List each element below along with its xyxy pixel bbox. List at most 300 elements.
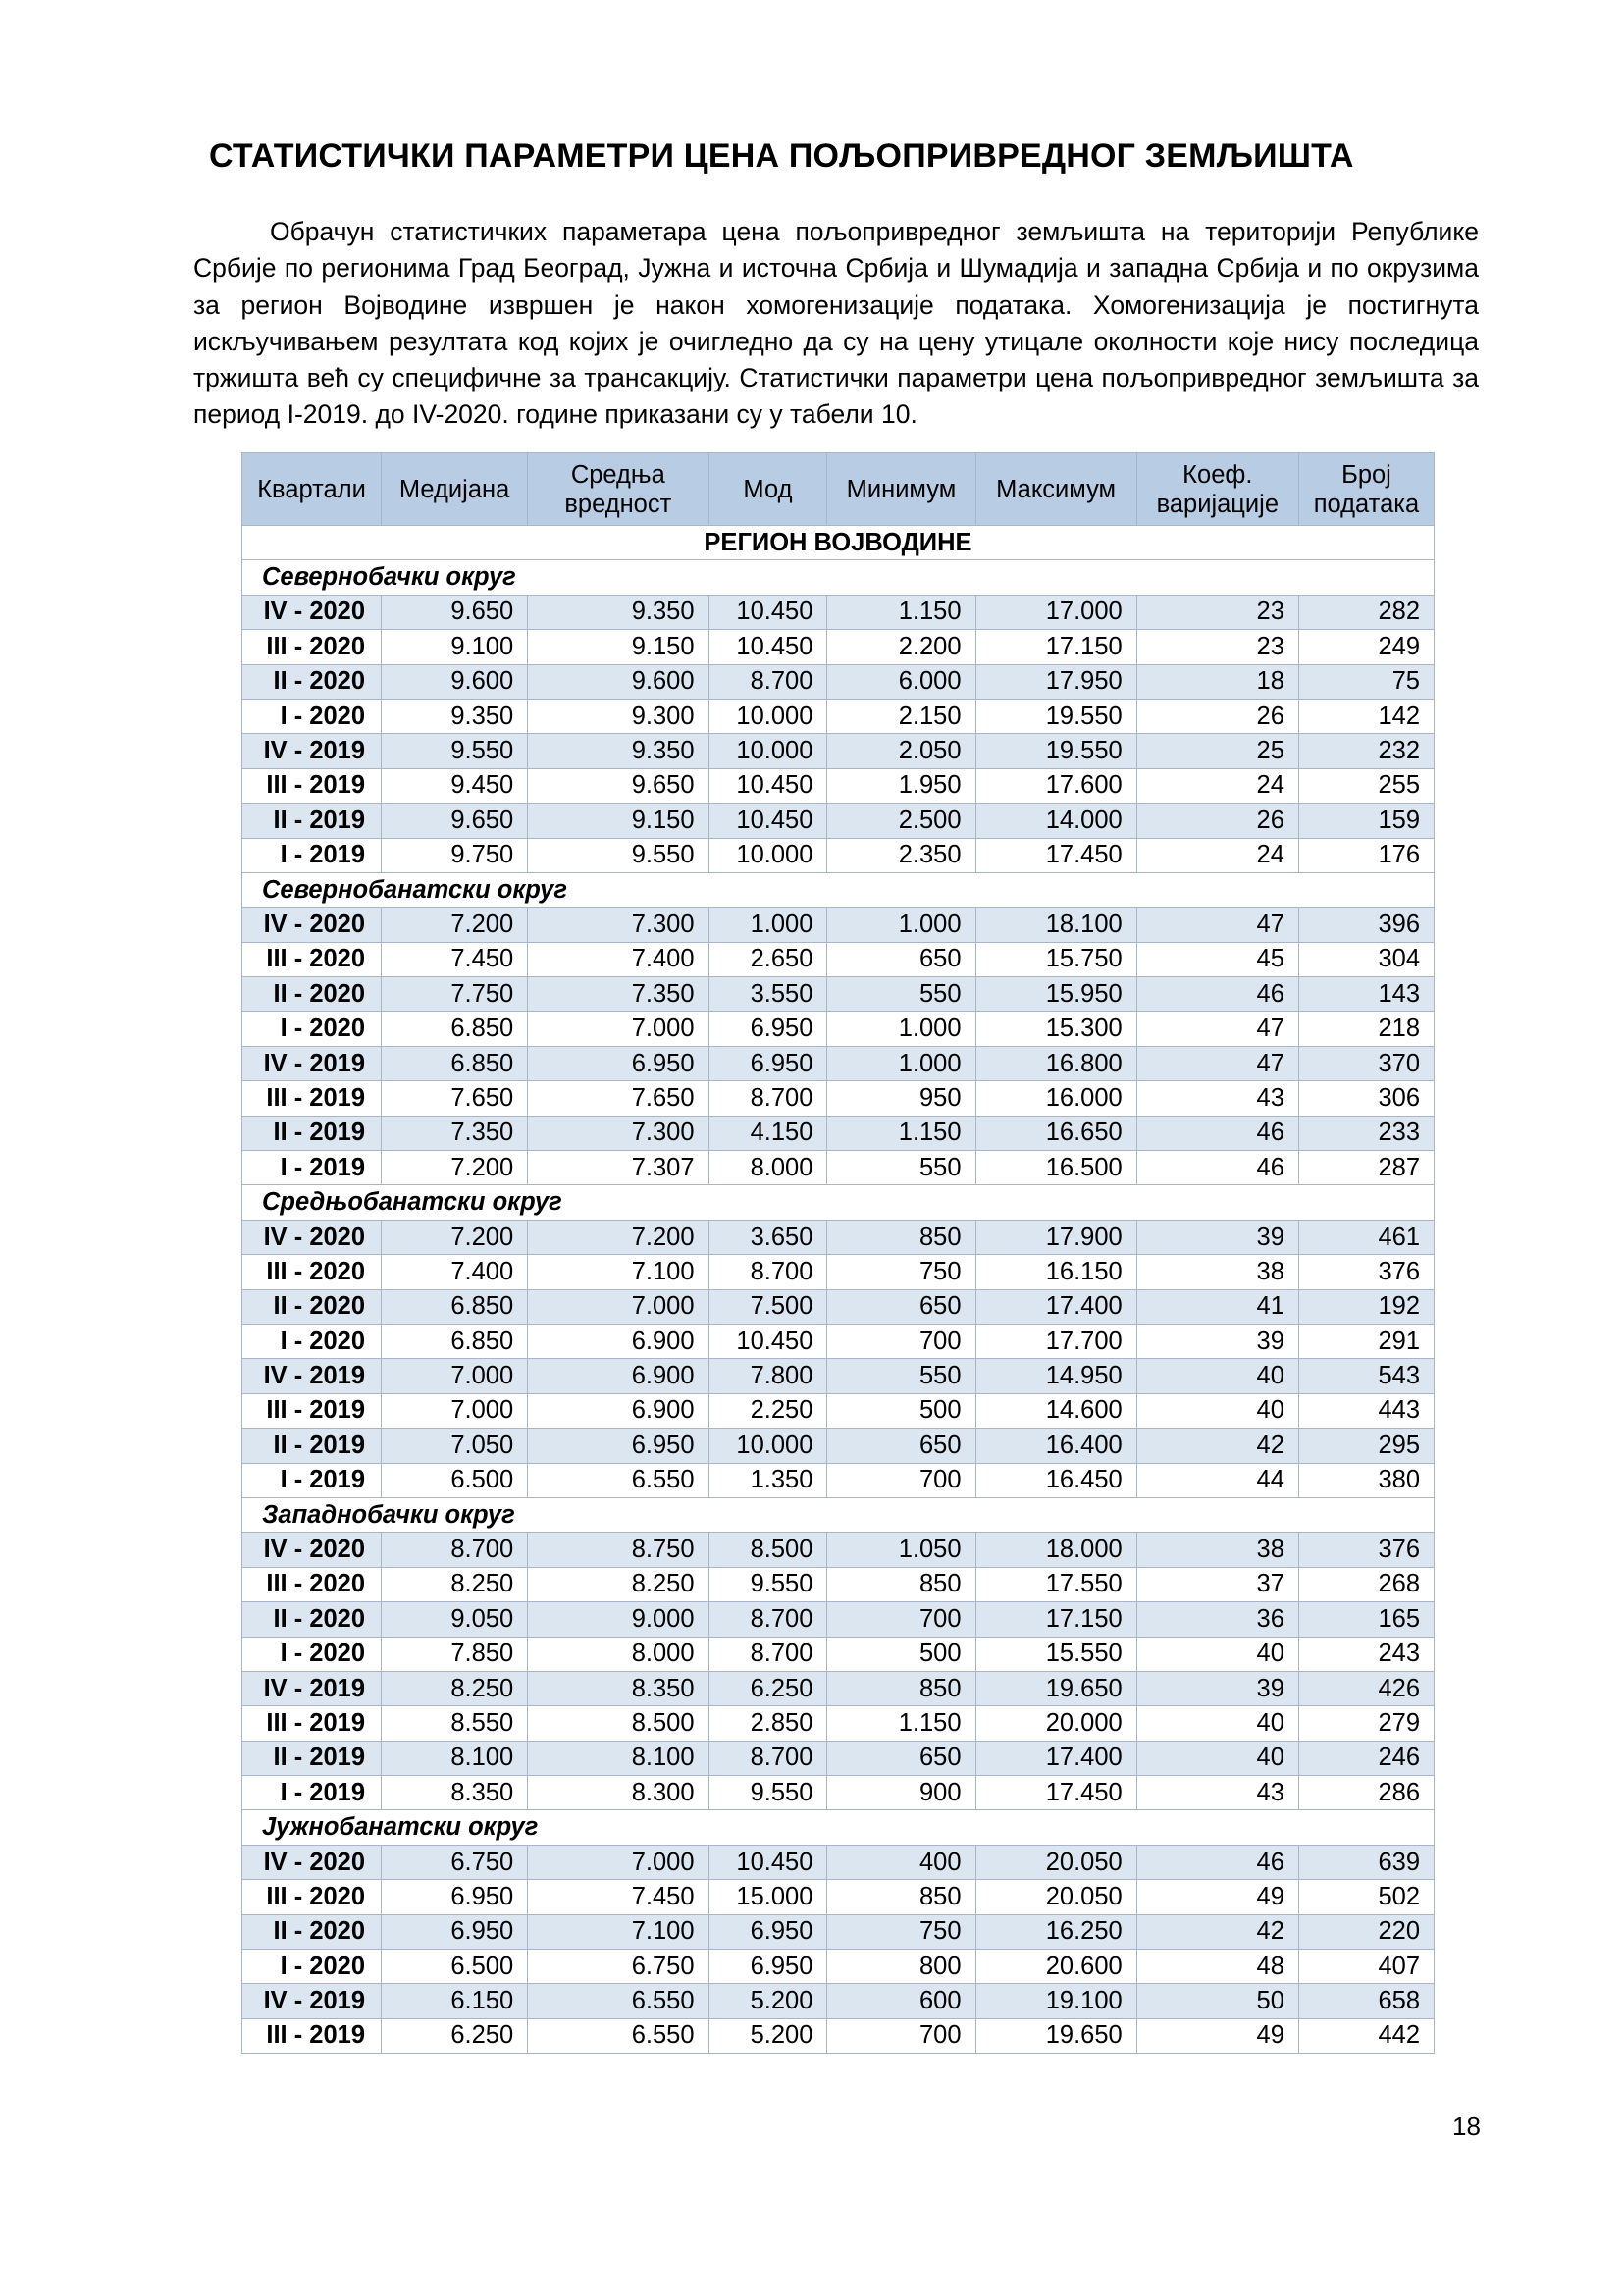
- minimum-cell: 850: [827, 1671, 975, 1705]
- coef-variation-cell: 24: [1136, 768, 1298, 803]
- quarter-cell: II - 2019: [242, 1741, 382, 1775]
- maximum-cell: 17.150: [975, 630, 1136, 664]
- maximum-cell: 17.400: [975, 1289, 1136, 1324]
- median-cell: 7.650: [382, 1081, 528, 1116]
- quarter-cell: III - 2020: [242, 1255, 382, 1289]
- table-row: [242, 804, 1435, 838]
- maximum-cell: 17.150: [975, 1602, 1136, 1637]
- mean-cell: 8.500: [528, 1706, 708, 1741]
- minimum-cell: 550: [827, 977, 975, 1012]
- mode-cell: 9.550: [708, 1567, 827, 1601]
- coef-variation-cell: 37: [1136, 1567, 1298, 1601]
- quarter-cell: II - 2019: [242, 804, 382, 838]
- col-header-count: Број података: [1298, 453, 1434, 526]
- maximum-cell: 15.550: [975, 1637, 1136, 1671]
- district-name: Средњобанатски округ: [242, 1185, 1435, 1220]
- table-row: [242, 1637, 1435, 1671]
- table-row: [242, 942, 1435, 976]
- table-row: [242, 977, 1435, 1012]
- coef-variation-cell: 46: [1136, 1845, 1298, 1879]
- count-cell: 380: [1298, 1463, 1434, 1497]
- table-row: [242, 1776, 1435, 1810]
- mean-cell: 6.550: [528, 1984, 708, 2018]
- district-row: [242, 1810, 1435, 1845]
- quarter-cell: II - 2020: [242, 1914, 382, 1949]
- table-row: [242, 1671, 1435, 1705]
- count-cell: 306: [1298, 1081, 1434, 1116]
- quarter-cell: IV - 2020: [242, 908, 382, 942]
- table-row: [242, 1602, 1435, 1637]
- median-cell: 6.150: [382, 1984, 528, 2018]
- median-cell: 7.000: [382, 1393, 528, 1428]
- maximum-cell: 20.000: [975, 1706, 1136, 1741]
- coef-variation-cell: 43: [1136, 1081, 1298, 1116]
- coef-variation-cell: 40: [1136, 1637, 1298, 1671]
- region-row: [242, 526, 1435, 560]
- maximum-cell: 19.650: [975, 1671, 1136, 1705]
- maximum-cell: 18.100: [975, 908, 1136, 942]
- count-cell: 426: [1298, 1671, 1434, 1705]
- mean-cell: 9.350: [528, 734, 708, 768]
- table-row: [242, 838, 1435, 872]
- mean-cell: 8.750: [528, 1533, 708, 1567]
- mode-cell: 5.200: [708, 2018, 827, 2053]
- mean-cell: 7.307: [528, 1151, 708, 1185]
- minimum-cell: 1.150: [827, 595, 975, 629]
- minimum-cell: 2.200: [827, 630, 975, 664]
- mean-cell: 6.900: [528, 1359, 708, 1393]
- mean-cell: 7.650: [528, 1081, 708, 1116]
- median-cell: 9.050: [382, 1602, 528, 1637]
- minimum-cell: 1.950: [827, 768, 975, 803]
- col-header-coef-variation: Коеф. варијације: [1136, 453, 1298, 526]
- mean-cell: 8.250: [528, 1567, 708, 1601]
- col-header-mode: Мод: [708, 453, 827, 526]
- table-row: [242, 768, 1435, 803]
- col-header-median: Медијана: [382, 453, 528, 526]
- count-cell: 396: [1298, 908, 1434, 942]
- median-cell: 8.700: [382, 1533, 528, 1567]
- minimum-cell: 700: [827, 1463, 975, 1497]
- maximum-cell: 17.450: [975, 838, 1136, 872]
- median-cell: 6.250: [382, 2018, 528, 2053]
- quarter-cell: III - 2020: [242, 942, 382, 976]
- quarter-cell: IV - 2019: [242, 1046, 382, 1080]
- coef-variation-cell: 49: [1136, 1880, 1298, 1914]
- table-row: [242, 734, 1435, 768]
- col-header-minimum: Минимум: [827, 453, 975, 526]
- coef-variation-cell: 25: [1136, 734, 1298, 768]
- maximum-cell: 17.000: [975, 595, 1136, 629]
- quarter-cell: III - 2020: [242, 1567, 382, 1601]
- table-row: [242, 1741, 1435, 1775]
- quarter-cell: III - 2020: [242, 1880, 382, 1914]
- mode-cell: 8.500: [708, 1533, 827, 1567]
- quarter-cell: IV - 2019: [242, 734, 382, 768]
- median-cell: 9.750: [382, 838, 528, 872]
- minimum-cell: 2.350: [827, 838, 975, 872]
- mean-cell: 7.300: [528, 908, 708, 942]
- coef-variation-cell: 47: [1136, 1012, 1298, 1046]
- district-name: Севернобанатски округ: [242, 872, 1435, 907]
- count-cell: 75: [1298, 664, 1434, 699]
- mean-cell: 9.150: [528, 804, 708, 838]
- median-cell: 6.950: [382, 1914, 528, 1949]
- count-cell: 543: [1298, 1359, 1434, 1393]
- minimum-cell: 750: [827, 1255, 975, 1289]
- col-header-quarters: Квартали: [242, 453, 382, 526]
- count-cell: 376: [1298, 1255, 1434, 1289]
- table-row: [242, 699, 1435, 733]
- minimum-cell: 550: [827, 1359, 975, 1393]
- quarter-cell: III - 2019: [242, 768, 382, 803]
- coef-variation-cell: 44: [1136, 1463, 1298, 1497]
- count-cell: 218: [1298, 1012, 1434, 1046]
- quarter-cell: II - 2020: [242, 664, 382, 699]
- mode-cell: 3.650: [708, 1220, 827, 1254]
- count-cell: 291: [1298, 1324, 1434, 1358]
- quarter-cell: IV - 2020: [242, 1845, 382, 1879]
- maximum-cell: 16.500: [975, 1151, 1136, 1185]
- mode-cell: 5.200: [708, 1984, 827, 2018]
- mean-cell: 6.550: [528, 1463, 708, 1497]
- mode-cell: 4.150: [708, 1116, 827, 1150]
- count-cell: 165: [1298, 1602, 1434, 1637]
- quarter-cell: II - 2019: [242, 1429, 382, 1463]
- mode-cell: 10.000: [708, 699, 827, 733]
- mode-cell: 1.000: [708, 908, 827, 942]
- median-cell: 7.200: [382, 1220, 528, 1254]
- minimum-cell: 900: [827, 1776, 975, 1810]
- quarter-cell: II - 2020: [242, 1289, 382, 1324]
- mean-cell: 7.000: [528, 1845, 708, 1879]
- median-cell: 9.100: [382, 630, 528, 664]
- mode-cell: 1.350: [708, 1463, 827, 1497]
- table-row: [242, 1914, 1435, 1949]
- minimum-cell: 500: [827, 1637, 975, 1671]
- maximum-cell: 17.950: [975, 664, 1136, 699]
- maximum-cell: 16.650: [975, 1116, 1136, 1150]
- table-row: [242, 1567, 1435, 1601]
- mode-cell: 6.250: [708, 1671, 827, 1705]
- coef-variation-cell: 40: [1136, 1359, 1298, 1393]
- table-row: [242, 1220, 1435, 1254]
- coef-variation-cell: 26: [1136, 699, 1298, 733]
- minimum-cell: 850: [827, 1567, 975, 1601]
- median-cell: 7.200: [382, 908, 528, 942]
- maximum-cell: 17.400: [975, 1741, 1136, 1775]
- mean-cell: 8.350: [528, 1671, 708, 1705]
- coef-variation-cell: 50: [1136, 1984, 1298, 2018]
- quarter-cell: III - 2019: [242, 1706, 382, 1741]
- minimum-cell: 1.000: [827, 1046, 975, 1080]
- count-cell: 304: [1298, 942, 1434, 976]
- table-row: [242, 1463, 1435, 1497]
- count-cell: 255: [1298, 768, 1434, 803]
- quarter-cell: III - 2019: [242, 1081, 382, 1116]
- col-header-maximum: Максимум: [975, 453, 1136, 526]
- mode-cell: 10.000: [708, 1429, 827, 1463]
- count-cell: 279: [1298, 1706, 1434, 1741]
- median-cell: 7.850: [382, 1637, 528, 1671]
- median-cell: 9.550: [382, 734, 528, 768]
- mode-cell: 9.550: [708, 1776, 827, 1810]
- mode-cell: 10.000: [708, 734, 827, 768]
- table-row: [242, 1081, 1435, 1116]
- mode-cell: 8.700: [708, 1741, 827, 1775]
- region-label: РЕГИОН ВОЈВОДИНЕ: [242, 526, 1435, 560]
- quarter-cell: IV - 2020: [242, 595, 382, 629]
- minimum-cell: 1.000: [827, 1012, 975, 1046]
- quarter-cell: I - 2019: [242, 1463, 382, 1497]
- minimum-cell: 2.150: [827, 699, 975, 733]
- minimum-cell: 400: [827, 1845, 975, 1879]
- quarter-cell: I - 2019: [242, 838, 382, 872]
- median-cell: 7.400: [382, 1255, 528, 1289]
- minimum-cell: 1.150: [827, 1706, 975, 1741]
- coef-variation-cell: 48: [1136, 1950, 1298, 1984]
- median-cell: 7.050: [382, 1429, 528, 1463]
- mean-cell: 7.100: [528, 1914, 708, 1949]
- mode-cell: 15.000: [708, 1880, 827, 1914]
- mean-cell: 6.750: [528, 1950, 708, 1984]
- mean-cell: 7.100: [528, 1255, 708, 1289]
- median-cell: 6.500: [382, 1463, 528, 1497]
- count-cell: 461: [1298, 1220, 1434, 1254]
- page-heading: СТАТИСТИЧКИ ПАРАМЕТРИ ЦЕНА ПОЉОПРИВРЕДНОГ ЗЕМЉИШТА: [209, 137, 1354, 175]
- table-row: [242, 1324, 1435, 1358]
- maximum-cell: 17.700: [975, 1324, 1136, 1358]
- coef-variation-cell: 24: [1136, 838, 1298, 872]
- count-cell: 443: [1298, 1393, 1434, 1428]
- mean-cell: 9.000: [528, 1602, 708, 1637]
- coef-variation-cell: 43: [1136, 1776, 1298, 1810]
- district-row: [242, 560, 1435, 595]
- count-cell: 282: [1298, 595, 1434, 629]
- mean-cell: 7.450: [528, 1880, 708, 1914]
- mode-cell: 7.800: [708, 1359, 827, 1393]
- table-row: [242, 1393, 1435, 1428]
- coef-variation-cell: 42: [1136, 1429, 1298, 1463]
- mean-cell: 7.000: [528, 1289, 708, 1324]
- coef-variation-cell: 39: [1136, 1220, 1298, 1254]
- count-cell: 220: [1298, 1914, 1434, 1949]
- median-cell: 8.250: [382, 1567, 528, 1601]
- district-name: Западнобачки округ: [242, 1497, 1435, 1532]
- mode-cell: 10.000: [708, 838, 827, 872]
- minimum-cell: 750: [827, 1914, 975, 1949]
- maximum-cell: 19.550: [975, 699, 1136, 733]
- quarter-cell: I - 2020: [242, 699, 382, 733]
- mean-cell: 9.650: [528, 768, 708, 803]
- mean-cell: 7.400: [528, 942, 708, 976]
- count-cell: 286: [1298, 1776, 1434, 1810]
- table-row: [242, 1116, 1435, 1150]
- median-cell: 6.850: [382, 1046, 528, 1080]
- table-row: [242, 1429, 1435, 1463]
- quarter-cell: III - 2019: [242, 2018, 382, 2053]
- mode-cell: 10.450: [708, 804, 827, 838]
- minimum-cell: 850: [827, 1220, 975, 1254]
- mode-cell: 8.700: [708, 1081, 827, 1116]
- median-cell: 9.350: [382, 699, 528, 733]
- coef-variation-cell: 40: [1136, 1393, 1298, 1428]
- district-row: [242, 872, 1435, 907]
- quarter-cell: I - 2019: [242, 1776, 382, 1810]
- median-cell: 8.350: [382, 1776, 528, 1810]
- mean-cell: 6.950: [528, 1429, 708, 1463]
- coef-variation-cell: 40: [1136, 1706, 1298, 1741]
- mode-cell: 8.700: [708, 1637, 827, 1671]
- count-cell: 249: [1298, 630, 1434, 664]
- count-cell: 232: [1298, 734, 1434, 768]
- median-cell: 8.550: [382, 1706, 528, 1741]
- mode-cell: 6.950: [708, 1046, 827, 1080]
- coef-variation-cell: 26: [1136, 804, 1298, 838]
- mode-cell: 10.450: [708, 1324, 827, 1358]
- coef-variation-cell: 39: [1136, 1324, 1298, 1358]
- coef-variation-cell: 42: [1136, 1914, 1298, 1949]
- quarter-cell: I - 2020: [242, 1012, 382, 1046]
- count-cell: 287: [1298, 1151, 1434, 1185]
- district-row: [242, 1185, 1435, 1220]
- mean-cell: 8.300: [528, 1776, 708, 1810]
- minimum-cell: 700: [827, 1324, 975, 1358]
- count-cell: 176: [1298, 838, 1434, 872]
- table-row: [242, 664, 1435, 699]
- quarter-cell: II - 2019: [242, 1116, 382, 1150]
- mean-cell: 9.300: [528, 699, 708, 733]
- table-body: [242, 526, 1435, 2054]
- mode-cell: 6.950: [708, 1950, 827, 1984]
- median-cell: 6.950: [382, 1880, 528, 1914]
- district-name: Севернобачки округ: [242, 560, 1435, 595]
- coef-variation-cell: 49: [1136, 2018, 1298, 2053]
- maximum-cell: 15.300: [975, 1012, 1136, 1046]
- table-row: [242, 1151, 1435, 1185]
- table-row: [242, 2018, 1435, 2053]
- mode-cell: 6.950: [708, 1012, 827, 1046]
- count-cell: 243: [1298, 1637, 1434, 1671]
- coef-variation-cell: 23: [1136, 630, 1298, 664]
- count-cell: 658: [1298, 1984, 1434, 2018]
- coef-variation-cell: 39: [1136, 1671, 1298, 1705]
- count-cell: 370: [1298, 1046, 1434, 1080]
- median-cell: 6.500: [382, 1950, 528, 1984]
- table-row: [242, 1289, 1435, 1324]
- maximum-cell: 17.550: [975, 1567, 1136, 1601]
- maximum-cell: 20.050: [975, 1880, 1136, 1914]
- count-cell: 442: [1298, 2018, 1434, 2053]
- intro-paragraph: [193, 214, 1479, 434]
- mean-cell: 6.950: [528, 1046, 708, 1080]
- mean-cell: 8.000: [528, 1637, 708, 1671]
- maximum-cell: 20.050: [975, 1845, 1136, 1879]
- col-header-mean: Средња вредност: [528, 453, 708, 526]
- quarter-cell: IV - 2019: [242, 1984, 382, 2018]
- quarter-cell: I - 2020: [242, 1950, 382, 1984]
- minimum-cell: 1.000: [827, 908, 975, 942]
- median-cell: 6.850: [382, 1289, 528, 1324]
- count-cell: 192: [1298, 1289, 1434, 1324]
- mode-cell: 10.450: [708, 595, 827, 629]
- quarter-cell: III - 2019: [242, 1393, 382, 1428]
- mode-cell: 8.700: [708, 664, 827, 699]
- maximum-cell: 16.400: [975, 1429, 1136, 1463]
- minimum-cell: 950: [827, 1081, 975, 1116]
- median-cell: 7.350: [382, 1116, 528, 1150]
- quarter-cell: I - 2019: [242, 1151, 382, 1185]
- mean-cell: 9.550: [528, 838, 708, 872]
- minimum-cell: 6.000: [827, 664, 975, 699]
- table-row: [242, 630, 1435, 664]
- median-cell: 6.850: [382, 1324, 528, 1358]
- mean-cell: 9.600: [528, 664, 708, 699]
- district-row: [242, 1497, 1435, 1532]
- mean-cell: 7.350: [528, 977, 708, 1012]
- quarter-cell: I - 2020: [242, 1324, 382, 1358]
- maximum-cell: 19.100: [975, 1984, 1136, 2018]
- maximum-cell: 16.000: [975, 1081, 1136, 1116]
- maximum-cell: 14.600: [975, 1393, 1136, 1428]
- mean-cell: 7.000: [528, 1012, 708, 1046]
- minimum-cell: 500: [827, 1393, 975, 1428]
- minimum-cell: 2.050: [827, 734, 975, 768]
- coef-variation-cell: 46: [1136, 1116, 1298, 1150]
- mode-cell: 8.000: [708, 1151, 827, 1185]
- median-cell: 9.650: [382, 595, 528, 629]
- maximum-cell: 16.450: [975, 1463, 1136, 1497]
- coef-variation-cell: 23: [1136, 595, 1298, 629]
- table-row: [242, 1533, 1435, 1567]
- mean-cell: 9.350: [528, 595, 708, 629]
- quarter-cell: II - 2020: [242, 1602, 382, 1637]
- minimum-cell: 850: [827, 1880, 975, 1914]
- mode-cell: 10.450: [708, 768, 827, 803]
- table-row: [242, 1880, 1435, 1914]
- statistics-table: [241, 452, 1435, 2054]
- quarter-cell: II - 2020: [242, 977, 382, 1012]
- minimum-cell: 2.500: [827, 804, 975, 838]
- count-cell: 233: [1298, 1116, 1434, 1150]
- mean-cell: 6.900: [528, 1393, 708, 1428]
- mean-cell: 6.550: [528, 2018, 708, 2053]
- coef-variation-cell: 46: [1136, 977, 1298, 1012]
- count-cell: 376: [1298, 1533, 1434, 1567]
- mode-cell: 8.700: [708, 1602, 827, 1637]
- maximum-cell: 15.750: [975, 942, 1136, 976]
- mode-cell: 2.850: [708, 1706, 827, 1741]
- table-row: [242, 1984, 1435, 2018]
- count-cell: 143: [1298, 977, 1434, 1012]
- mode-cell: 2.250: [708, 1393, 827, 1428]
- minimum-cell: 700: [827, 2018, 975, 2053]
- mode-cell: 10.450: [708, 1845, 827, 1879]
- median-cell: 9.650: [382, 804, 528, 838]
- minimum-cell: 550: [827, 1151, 975, 1185]
- maximum-cell: 19.550: [975, 734, 1136, 768]
- quarter-cell: IV - 2020: [242, 1533, 382, 1567]
- count-cell: 159: [1298, 804, 1434, 838]
- minimum-cell: 800: [827, 1950, 975, 1984]
- maximum-cell: 18.000: [975, 1533, 1136, 1567]
- mode-cell: 2.650: [708, 942, 827, 976]
- coef-variation-cell: 18: [1136, 664, 1298, 699]
- mode-cell: 10.450: [708, 630, 827, 664]
- minimum-cell: 1.050: [827, 1533, 975, 1567]
- mean-cell: 7.200: [528, 1220, 708, 1254]
- table-row: [242, 1845, 1435, 1879]
